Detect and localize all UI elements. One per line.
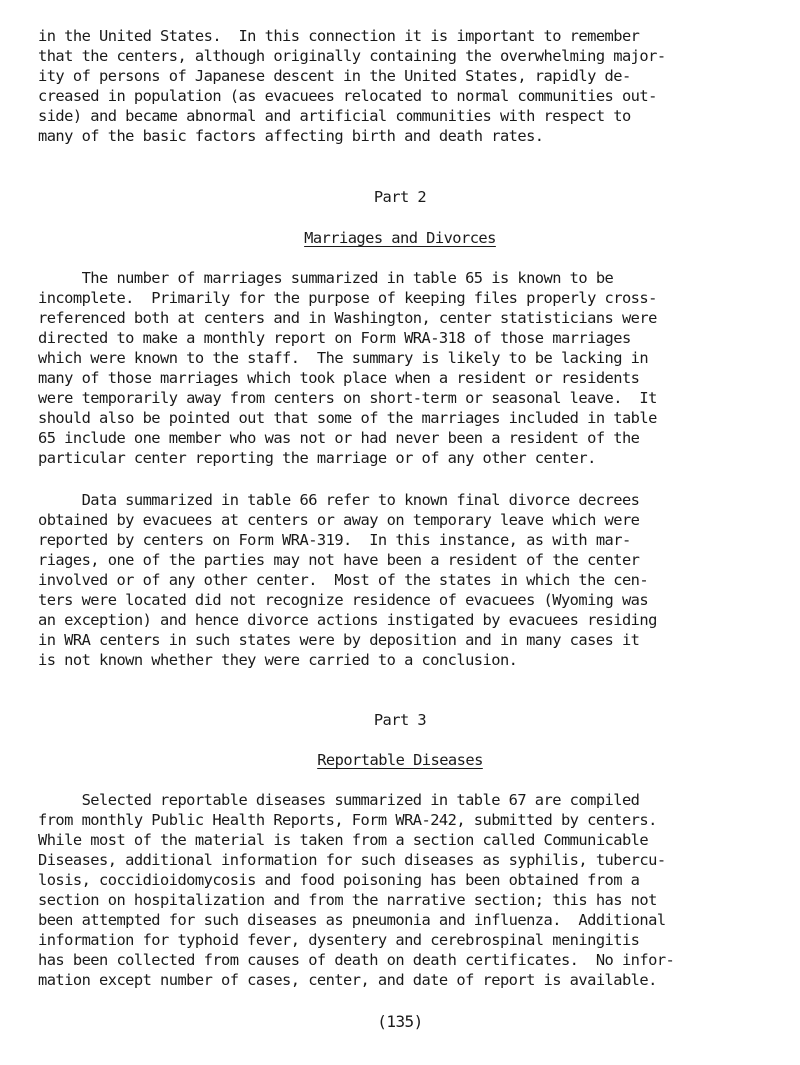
part-2-para-1-line: many of those marriages which took place when a resident or residents — [38, 369, 640, 387]
part-2-para-2-line: involved or of any other center. Most of the states in which the cen- — [38, 571, 649, 589]
part-2-para-2-line: in WRA centers in such states were by deposition and in many cases it — [38, 631, 640, 649]
part-3-para-1-line: While most of the material is taken from a section called Communicable — [38, 831, 649, 849]
part-3-para-1-line: information for typhoid fever, dysentery and cerebrospinal meningitis — [38, 931, 640, 949]
part-2-para-2-line: riages, one of the parties may not have been a resident of the center — [38, 551, 640, 569]
intro-line: in the United States. In this connection it is important to remember — [38, 27, 640, 45]
intro-line: that the centers, although originally containing the overwhelming major- — [38, 47, 666, 65]
part-2-para-1-line: 65 include one member who was not or had never been a resident of the — [38, 429, 640, 447]
part-3-para-1-line: section on hospitalization and from the narrative section; this has not — [38, 891, 657, 909]
part-2-title-wrap — [0, 228, 800, 248]
part-2-para-2-line: Data summarized in table 66 refer to known final divorce decrees — [38, 491, 640, 509]
part-3-para-1-line: Selected reportable diseases summarized in table 67 are compiled — [38, 791, 640, 809]
part-3-title-wrap — [0, 750, 800, 770]
part-2-para-1-line: directed to make a monthly report on Form WRA-318 of those marriages — [38, 329, 631, 347]
part-2-para-2-line: ters were located did not recognize residence of evacuees (Wyoming was — [38, 591, 649, 609]
part-3-label: Part 3 — [373, 711, 427, 729]
part-2-para-1-line: referenced both at centers and in Washington, center statisticians were — [38, 309, 657, 327]
part-3-para-1-line: mation except number of cases, center, and date of report is available. — [38, 971, 657, 989]
intro-line: side) and became abnormal and artificial communities with respect to — [38, 107, 631, 125]
part-3-para-1-line: losis, coccidioidomycosis and food poisoning has been obtained from a — [38, 871, 640, 889]
part-2-para-2-line: an exception) and hence divorce actions instigated by evacuees residing — [38, 611, 657, 629]
part-2-para-1-line: should also be pointed out that some of the marriages included in table — [38, 409, 657, 427]
part-2-title: Marriages and Divorces — [304, 229, 496, 247]
part-2-para-1-line: were temporarily away from centers on short-term or seasonal leave. It — [38, 389, 657, 407]
part-3-para-1-line: has been collected from causes of death on death certificates. No infor- — [38, 951, 675, 969]
part-3-para-1-line: been attempted for such diseases as pneumonia and influenza. Additional — [38, 911, 666, 929]
part-2-para-1-line: which were known to the staff. The summary is likely to be lacking in — [38, 349, 649, 367]
intro-line: many of the basic factors affecting birth and death rates. — [38, 127, 544, 145]
intro-line: ity of persons of Japanese descent in the United States, rapidly de- — [38, 67, 631, 85]
part-2-para-1-line: particular center reporting the marriage or of any other center. — [38, 449, 596, 467]
part-2-para-2-line: reported by centers on Form WRA-319. In this instance, as with mar- — [38, 531, 631, 549]
part-3-para-1-line: from monthly Public Health Reports, Form WRA-242, submitted by centers. — [38, 811, 657, 829]
intro-line: creased in population (as evacuees relocated to normal communities out- — [38, 87, 657, 105]
part-2-para-1-line: incomplete. Primarily for the purpose of keeping files properly cross- — [38, 289, 657, 307]
part-2-label: Part 2 — [373, 188, 427, 206]
part-3-para-1-line: Diseases, additional information for such diseases as syphilis, tubercu- — [38, 851, 666, 869]
page-number: (135) — [377, 1012, 423, 1031]
part-2-para-1-line: The number of marriages summarized in table 65 is known to be — [38, 269, 614, 287]
part-2-para-2-line: obtained by evacuees at centers or away on temporary leave which were — [38, 511, 640, 529]
part-2-para-2-line: is not known whether they were carried to a conclusion. — [38, 651, 518, 669]
part-3-title: Reportable Diseases — [317, 751, 483, 769]
